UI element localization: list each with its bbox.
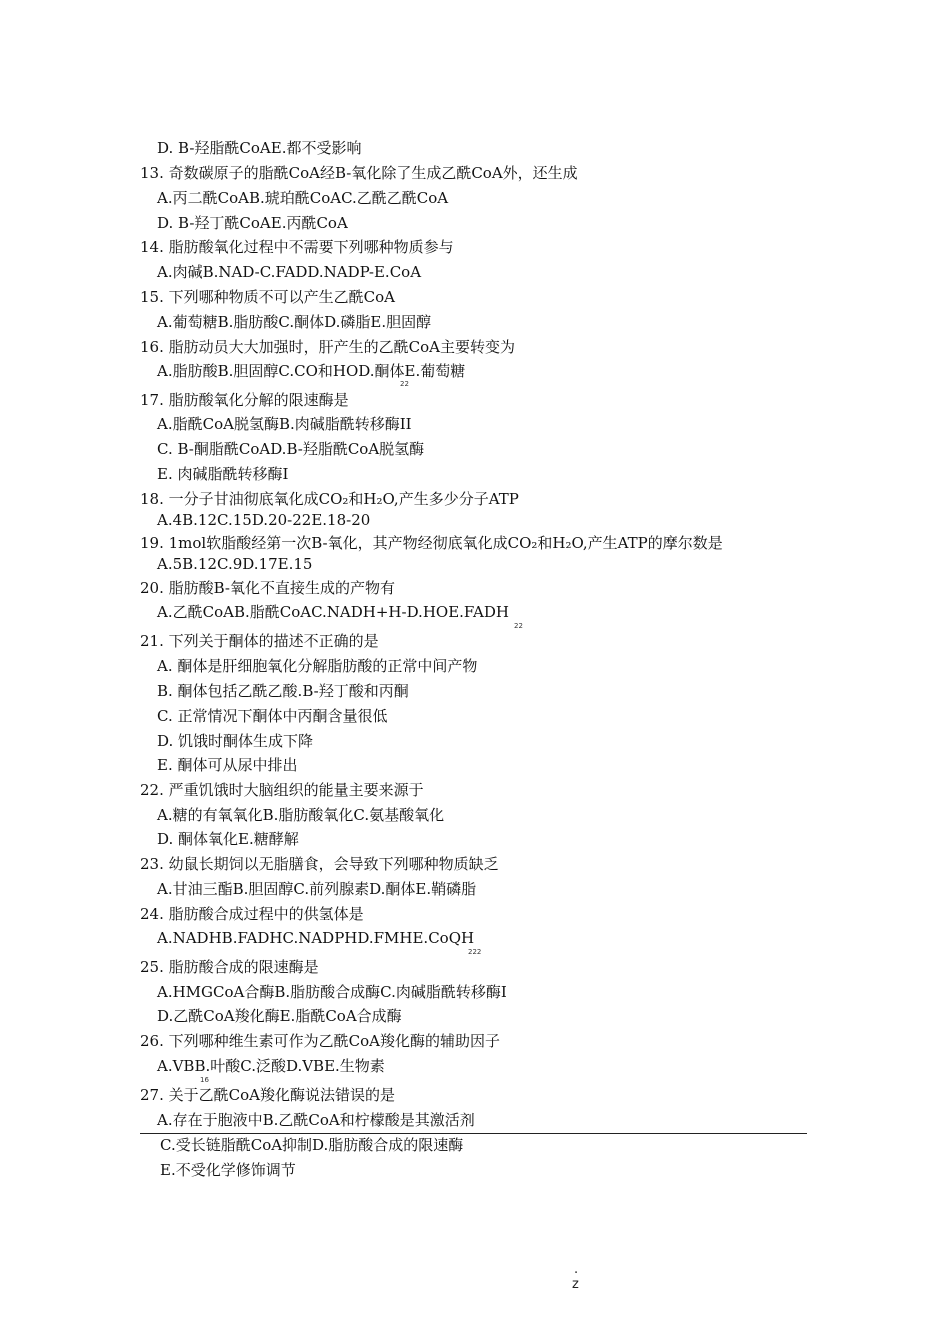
option-line: D.乙酰CoA羧化酶E.脂酰CoA合成酶 [157,1007,402,1025]
option-line: A.脂肪酸B.胆固醇C.CO和HOD.酮体E.葡萄糖 [157,362,466,380]
question-16: 16. 脂肪动员大大加强时，肝产生的乙酰CoA主要转变为 [140,338,515,356]
subscript-mark: 222 [468,948,482,956]
option-line: A.存在于胞液中B.乙酰CoA和柠檬酸是其激活剂 [157,1111,475,1129]
subscript-mark: 16 [200,1076,209,1084]
option-line: A.甘油三酯B.胆固醇C.前列腺素D.酮体E.鞘磷脂 [157,880,477,898]
question-24: 24. 脂肪酸合成过程中的供氢体是 [140,905,364,923]
question-17: 17. 脂肪酸氧化分解的限速酶是 [140,391,349,409]
option-line: E.不受化学修饰调节 [160,1161,296,1179]
question-25: 25. 脂肪酸合成的限速酶是 [140,958,319,976]
option-line: A. 酮体是肝细胞氧化分解脂肪酸的正常中间产物 [157,657,478,675]
option-line: A.糖的有氧氧化B.脂肪酸氧化C.氨基酸氧化 [157,806,445,824]
question-18: 18. 一分子甘油彻底氧化成CO₂和H₂O,产生多少分子ATP [140,490,519,508]
question-23: 23. 幼鼠长期饲以无脂膳食，会导致下列哪种物质缺乏 [140,855,499,873]
subscript-mark: 22 [400,380,409,388]
question-15: 15. 下列哪种物质不可以产生乙酰CoA [140,288,395,306]
option-line: C.受长链脂酰CoA抑制D.脂肪酸合成的限速酶 [160,1136,464,1154]
option-line: D. B-羟丁酰CoAE.丙酰CoA [157,214,348,232]
option-line: A.丙二酰CoAB.琥珀酰CoAC.乙酰乙酰CoA [157,189,449,207]
option-line: A.乙酰CoAB.脂酰CoAC.NADH+H-D.HOE.FADH [157,603,509,621]
option-line: D. 饥饿时酮体生成下降 [157,732,314,750]
question-19: 19. 1mol软脂酸经第一次B-氧化，其产物经彻底氧化成CO₂和H₂O,产生ATP的摩尔数是 [140,534,723,552]
option-line: B. 酮体包括乙酰乙酸.B-羟丁酸和丙酮 [157,682,409,700]
footer-letter: z [572,1277,579,1292]
option-line: E. 肉碱脂酰转移酶I [157,465,289,483]
option-line: D. 酮体氧化E.糖酵解 [157,830,299,848]
option-line: E. 酮体可从尿中排出 [157,756,298,774]
option-line: A.5B.12C.9D.17E.15 [157,555,313,573]
option-line: A.VBB.叶酸C.泛酸D.VBE.生物素 [157,1057,385,1075]
question-27: 27. 关于乙酰CoA羧化酶说法错误的是 [140,1086,395,1104]
footer-dot: . [574,1262,579,1277]
option-line: A.4B.12C.15D.20-22E.18-20 [157,511,371,529]
option-line: A.脂酰CoA脱氢酶B.肉碱脂酰转移酶II [157,415,412,433]
question-26: 26. 下列哪种维生素可作为乙酰CoA羧化酶的辅助因子 [140,1032,500,1050]
option-line: C. 正常情况下酮体中丙酮含量很低 [157,707,388,725]
question-22: 22. 严重饥饿时大脑组织的能量主要来源于 [140,781,424,799]
option-line: A.肉碱B.NAD-C.FADD.NADP-E.CoA [157,263,422,281]
option-line: A.NADHB.FADHC.NADPHD.FMHE.CoQH [157,929,475,947]
question-14: 14. 脂肪酸氧化过程中不需要下列哪种物质参与 [140,238,454,256]
subscript-mark: 22 [514,622,523,630]
option-line: A.HMGCoA合酶B.脂肪酸合成酶C.肉碱脂酰转移酶I [157,983,507,1001]
question-21: 21. 下列关于酮体的描述不正确的是 [140,632,379,650]
option-line: D. B-羟脂酰CoAE.都不受影响 [157,139,362,157]
question-13: 13. 奇数碳原子的脂酰CoA经B-氧化除了生成乙酰CoA外，还生成 [140,164,578,182]
option-line: C. B-酮脂酰CoAD.B-羟脂酰CoA脱氢酶 [157,440,425,458]
option-line: A.葡萄糖B.脂肪酸C.酮体D.磷脂E.胆固醇 [157,313,432,331]
question-20: 20. 脂肪酸B-氧化不直接生成的产物有 [140,579,395,597]
horizontal-rule [140,1133,807,1134]
